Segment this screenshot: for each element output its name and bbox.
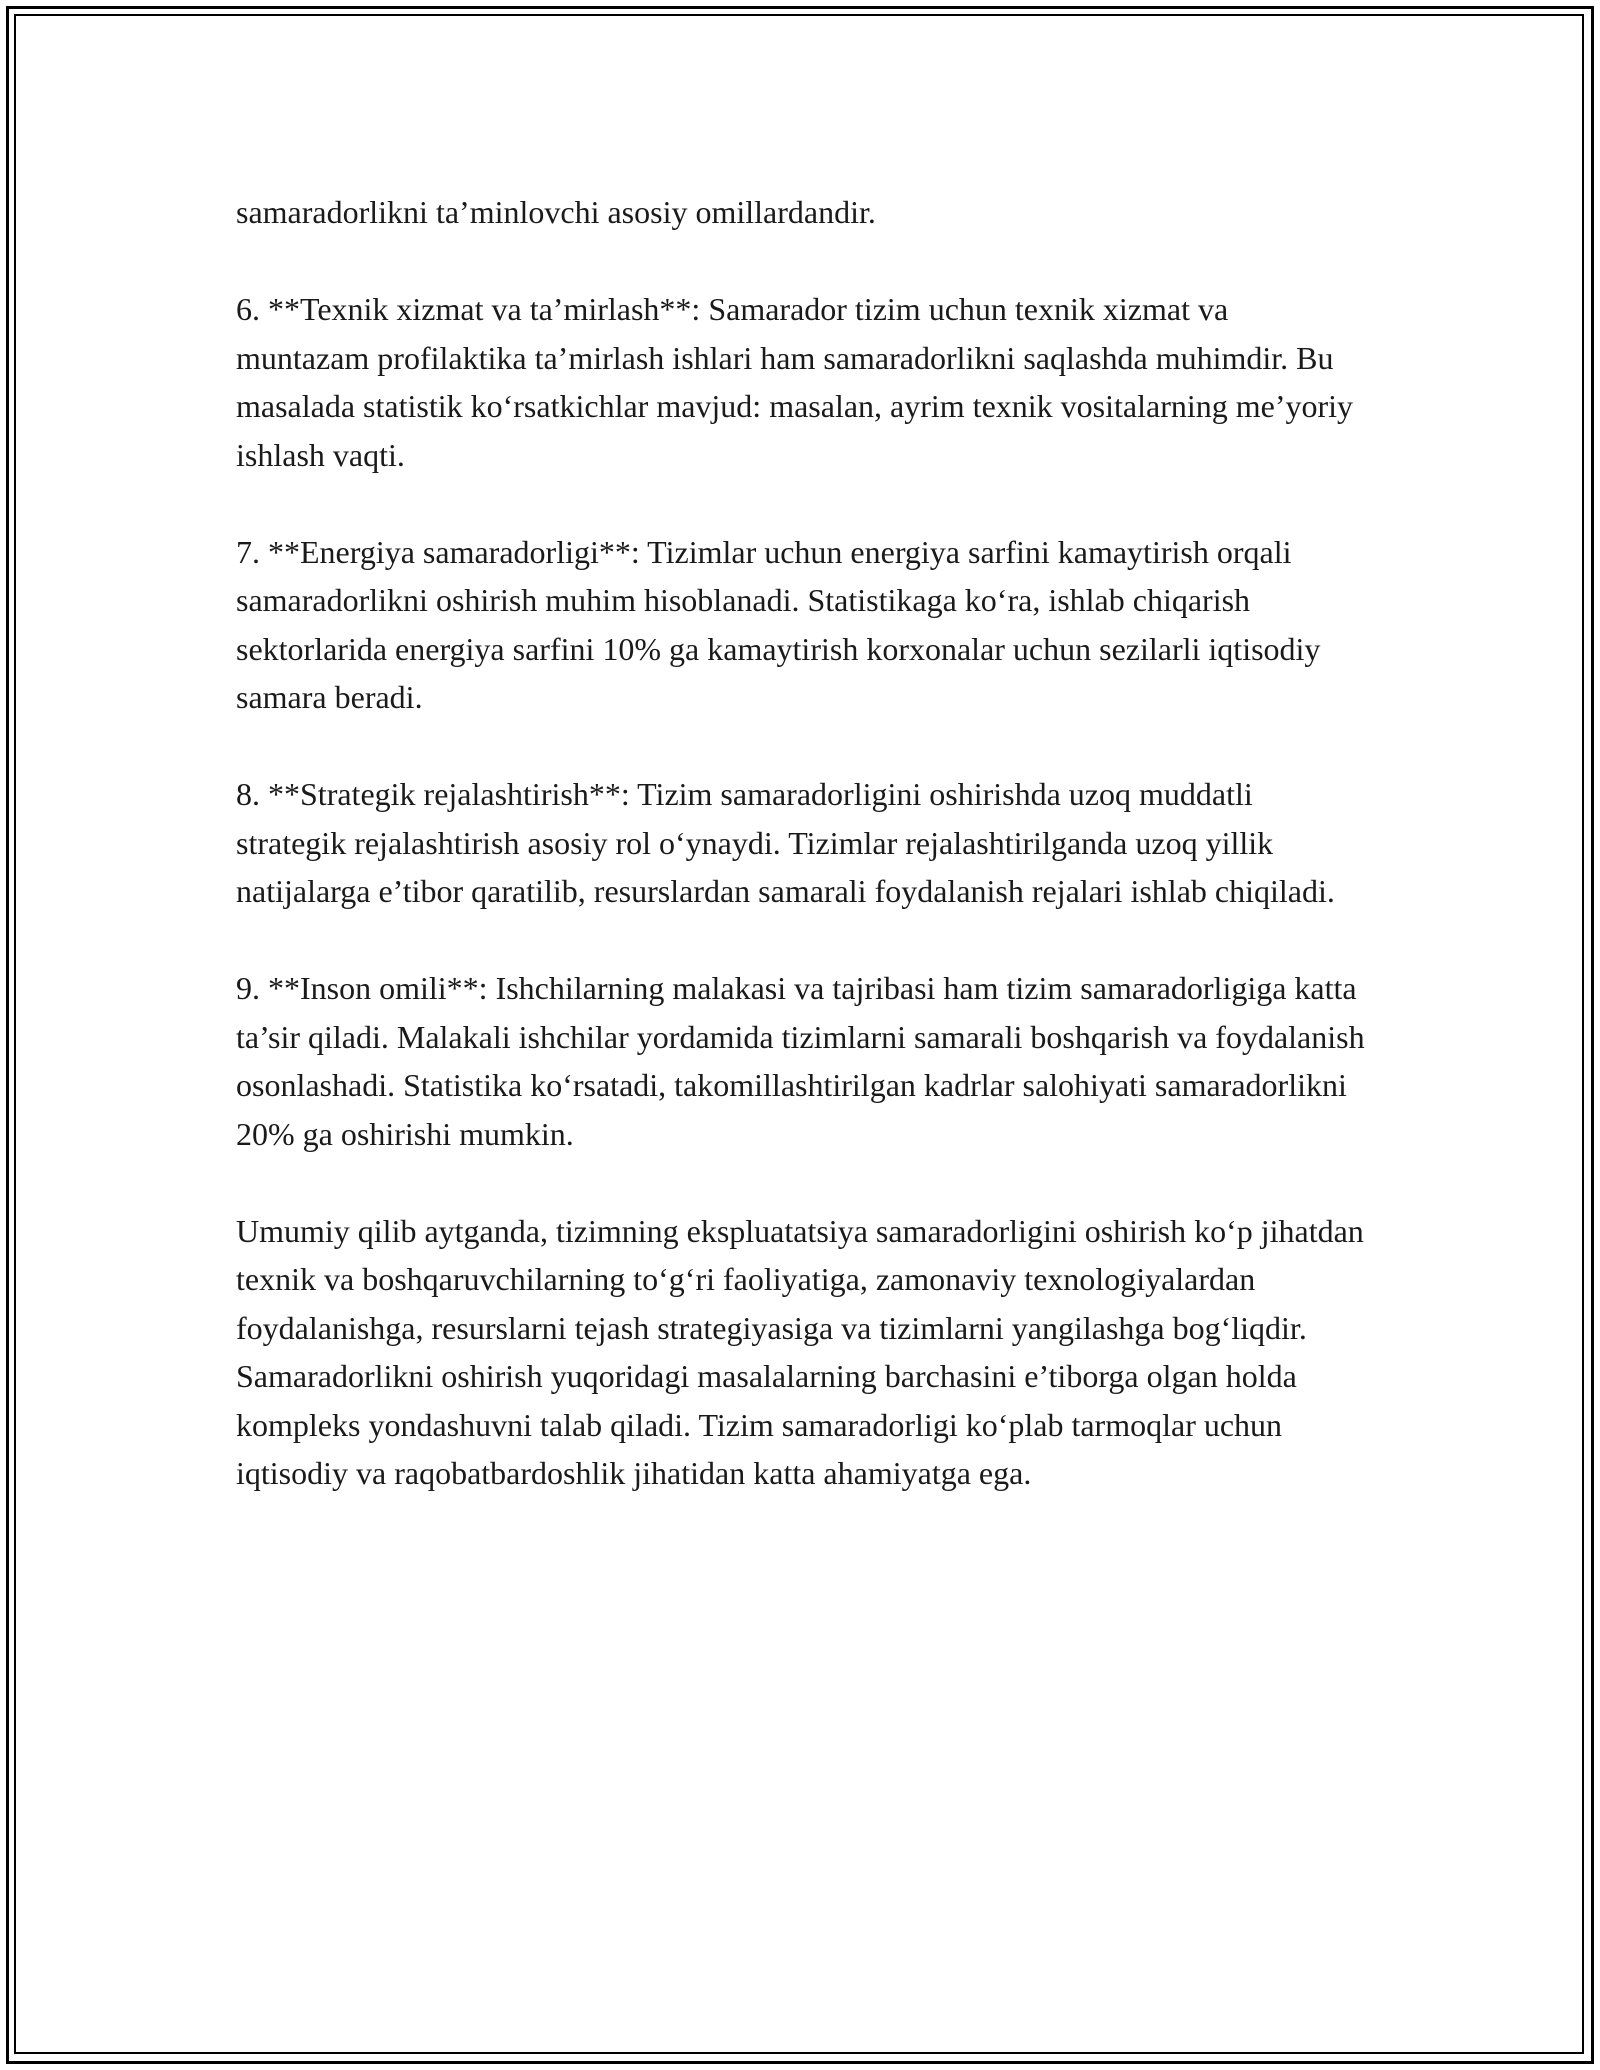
paragraph-item-7-energy-efficiency: 7. **Energiya samaradorligi**: Tizimlar uchun energiya sarfini kamaytirish orqali samaradorlikni oshirish muhim hisoblanadi. Statistikaga ko‘ra, ishlab chiqarish sektorlarida energiya sarfini 10% ga kamaytirish korxonalar uchun sezilarli iqtisodiy samara beradi. <box>236 533 1321 715</box>
paragraph-conclusion: Umumiy qilib aytganda, tizimning ekspluatatsiya samaradorligini oshirish ko‘p jihatdan texnik va boshqaruvchilarning to‘g‘ri faoliyatiga, zamonaviy texnologiyalardan foydalanishga, resurslarni tejash strategiyasiga va tizimlarni yangilashga bog‘liqdir. Samaradorlikni oshirish yuqoridagi masalalarning barchasini e’tiborga olgan holda kompleks yondashuvni talab qiladi. Tizim samaradorligi ko‘plab tarmoqlar uchun iqtisodiy va raqobatbardoshlik jihatidan katta ahamiyatga ega. <box>236 1212 1364 1491</box>
paragraph-intro-continuation: samaradorlikni ta’minlovchi asosiy omillardandir. <box>236 194 876 230</box>
paragraph-item-9-human-factor: 9. **Inson omili**: Ishchilarning malakasi va tajribasi ham tizim samaradorligiga katta ta’sir qiladi. Malakali ishchilar yordamida tizimlarni samarali boshqarish va foydalanish osonlashadi. Statistika ko‘rsatadi, takomillashtirilgan kadrlar salohiyati samaradorlikni 20% ga oshirishi mumkin. <box>236 970 1365 1152</box>
document-body <box>236 188 1366 1546</box>
paragraph-item-6-maintenance: 6. **Texnik xizmat va ta’mirlash**: Samarador tizim uchun texnik xizmat va muntazam profilaktika ta’mirlash ishlari ham samaradorlikni saqlashda muhimdir. Bu masalada statistik ko‘rsatkichlar mavjud: masalan, ayrim texnik vositalarning me’yoriy ishlash vaqti. <box>236 291 1354 473</box>
paragraph-item-8-strategic-planning: 8. **Strategik rejalashtirish**: Tizim samaradorligini oshirishda uzoq muddatli strategik rejalashtirish asosiy rol o‘ynaydi. Tizimlar rejalashtirilganda uzoq yillik natijalarga e’tibor qaratilib, resurslardan samarali foydalanish rejalari ishlab chiqiladi. <box>236 776 1335 909</box>
